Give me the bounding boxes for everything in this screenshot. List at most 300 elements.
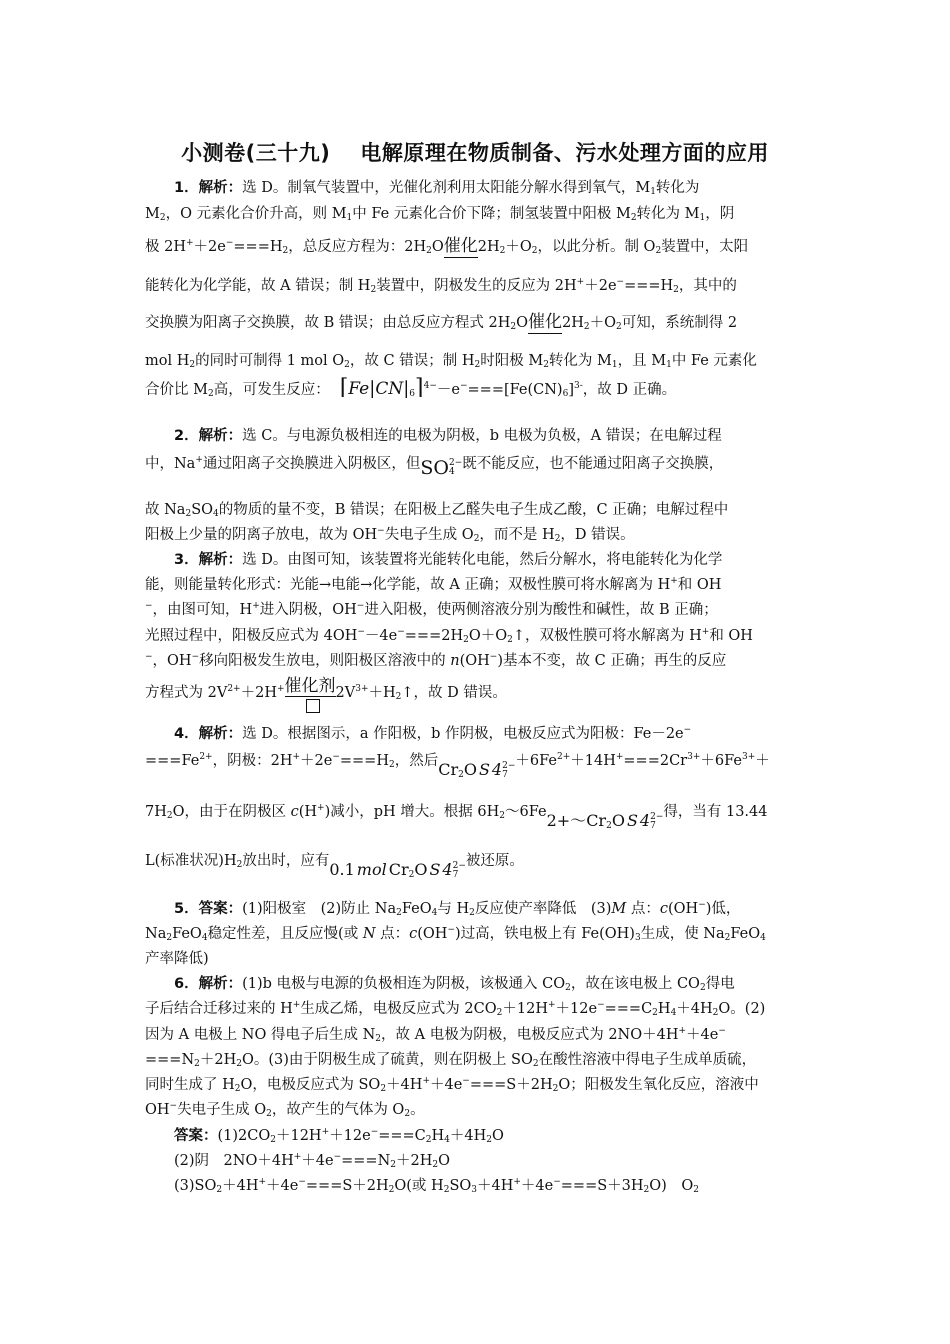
sup: + [185, 238, 194, 248]
sub: 2 [408, 870, 415, 880]
q6-line-4 [145, 1050, 809, 1070]
sub: 2 [388, 1185, 395, 1195]
sub: 2 [425, 1135, 432, 1145]
sub: 4 [431, 908, 438, 918]
text: 生成，使 Na [640, 926, 725, 942]
sub: 2 [486, 1135, 493, 1145]
text: ，总反应方程为：2H [288, 239, 427, 255]
text: 中，Na [145, 456, 196, 472]
text: 7H [145, 804, 167, 820]
text: 时阳极 M [480, 353, 544, 369]
sub: 2 [469, 908, 475, 918]
text: ＋12e [329, 1128, 371, 1144]
sub: 2 [463, 635, 469, 645]
sup: + [321, 1127, 330, 1137]
sub: 2 [712, 1008, 719, 1018]
sub: 4 [670, 1008, 677, 1018]
sub: 2 [395, 692, 402, 702]
sub: 2 [554, 534, 561, 544]
text: (2)阴 2NO＋4H [174, 1153, 294, 1169]
text: 2V [335, 685, 356, 701]
text: ＋2H [199, 1052, 237, 1068]
sub: 2 [630, 213, 637, 223]
text: 选 D。根据图示，a 作阳极，b 作阴极，电极反应式为阳极：Fe－2e [242, 726, 684, 742]
text: ＋ [755, 753, 770, 769]
text: 能转化为化学能，故 A 错误；制 H [145, 278, 371, 294]
q4-line-1 [145, 724, 809, 744]
text: 4 [491, 760, 503, 779]
text: ，O 元素化合价升高，则 M [165, 206, 347, 222]
sub: 2 [496, 1008, 503, 1018]
sub: 2 [652, 1008, 658, 1018]
text: 选 C。与电源负极相连的电极为阴极，b 电极为负极，A 错误；在电解过程 [242, 428, 722, 444]
text: c [409, 926, 418, 942]
sub: 2 [615, 322, 622, 332]
text: ===2H [404, 628, 464, 644]
text: ＋2H [240, 685, 277, 701]
text: 产率降低) [145, 951, 209, 967]
sup: − [377, 526, 385, 536]
title-part-b: 电解原理在物质制备、污水处理方面的应用 [360, 141, 769, 165]
formula-amount [329, 860, 466, 879]
text: (OH [417, 926, 448, 942]
catalyst-label: 催化 [527, 312, 562, 332]
sub: 2 [583, 322, 590, 332]
text: ，阴极：2H [212, 753, 293, 769]
sub: 2 [266, 1109, 272, 1119]
text: 反应使产率降低 (3) [474, 901, 612, 917]
q2-line-2 [145, 452, 809, 479]
text: SO [449, 1178, 472, 1194]
text: H [657, 1001, 671, 1017]
page-title [0, 137, 950, 167]
text: ，而不是 H [479, 527, 555, 543]
text: ＋2e [193, 239, 226, 255]
text: 因为 A 电极上 NO 得电子后生成 N [145, 1027, 376, 1043]
sub: 2 [236, 1059, 242, 1069]
sub: 2 [655, 246, 662, 256]
text: 装置中，阴极发生的反应为 2H [376, 278, 577, 294]
text: ，OH [152, 653, 192, 669]
text: ＋O [589, 315, 616, 331]
text: 故 Na [145, 502, 186, 518]
sub: 2 [344, 360, 350, 370]
sub: 3 [471, 1185, 477, 1195]
sup: + [670, 576, 678, 586]
q1-line-6 [145, 351, 809, 371]
text: O [438, 1153, 450, 1169]
sub: 2 [699, 983, 706, 993]
sup: + [317, 803, 325, 813]
ion-charge [449, 459, 462, 477]
text: O。(3)由于阴极生成了硫黄，则在阴极上 SO [241, 1052, 533, 1068]
sup: − [357, 627, 365, 637]
sup: + [292, 752, 301, 762]
sup: − [489, 652, 498, 662]
text: 中 Fe 元素化合价下降；制氢装置中阳极 M [352, 206, 631, 222]
q1-line-4 [145, 276, 809, 296]
q3-line-6 [145, 676, 809, 703]
sup: 2− [452, 860, 466, 871]
sup: + [547, 1000, 556, 1010]
text: S [478, 760, 490, 779]
text: ＋H [368, 685, 396, 701]
sub: 2 [282, 246, 289, 256]
sup: − [356, 601, 365, 611]
text: O，由于在阴极区 [172, 804, 291, 820]
placeholder-box-icon [306, 699, 320, 713]
sub: 7 [650, 820, 656, 831]
text: O [414, 860, 428, 879]
q1-line-3 [145, 236, 809, 257]
sub: 2 [543, 360, 549, 370]
text: ===Fe [145, 753, 200, 769]
text: ，故 C 错误；制 H [349, 353, 475, 369]
text: O [463, 760, 477, 779]
q4-line-2 [145, 750, 809, 780]
sup: − [333, 1152, 342, 1162]
sup: + [701, 627, 710, 637]
sub: 4 [213, 509, 219, 519]
text: 光照过程中，阳极反应式为 4OH [145, 628, 358, 644]
text: ＋4e [686, 1027, 719, 1043]
text: (1)2CO [217, 1128, 271, 1144]
text: H [431, 1128, 445, 1144]
text: ，其中的 [678, 278, 737, 294]
text: ＋4e [520, 1178, 554, 1194]
text: ===S＋2H [469, 1077, 553, 1093]
text: c [659, 901, 668, 917]
sub: 4 [760, 933, 766, 943]
text: O [516, 315, 528, 331]
sub: 2 [426, 246, 432, 256]
text: 2H [477, 239, 500, 255]
q5-label: 5．答案： [174, 901, 243, 917]
sub: 2 [166, 811, 173, 821]
text: ＋4e [266, 1178, 299, 1194]
sub: 2 [606, 821, 612, 831]
q1-line-2 [145, 204, 809, 224]
text: ＋4H [222, 1178, 259, 1194]
text: 和 OH [677, 577, 722, 593]
q6-answer-label: 答案： [174, 1128, 218, 1144]
text: O＋O [468, 628, 508, 644]
text: ～ [570, 811, 587, 830]
text: ～6Fe [505, 804, 547, 820]
q6-label: 6．解析： [174, 976, 243, 992]
sup: − [462, 1076, 470, 1086]
text: O) O [649, 1178, 694, 1194]
text: 失电子生成 O [177, 1102, 267, 1118]
sup: − [616, 277, 625, 287]
text: )过高，铁电极上有 Fe(OH) [455, 926, 635, 942]
q3-line-4 [145, 626, 809, 646]
catalyst-arrow [528, 312, 562, 332]
text: ＋4e [301, 1153, 334, 1169]
q6-line-1 [145, 974, 809, 994]
text: ，故 D 正确。 [582, 382, 677, 398]
text: 进入阴极，OH [259, 602, 357, 618]
text: 被还原。 [465, 853, 524, 869]
text: O(或 H [394, 1178, 444, 1194]
text: mol H [145, 353, 190, 369]
sup: − [698, 900, 706, 910]
sub: 1 [346, 213, 353, 223]
text: O [611, 811, 625, 830]
text: 能，则能量转化形式：光能→电能→化学能，故 A 正确；双极性膜可将水解离为 H [145, 577, 671, 593]
sup: − [298, 1177, 306, 1187]
text: ＋4H [477, 1178, 514, 1194]
text: (OH [459, 653, 490, 669]
formula-fe: Fe [348, 379, 370, 399]
text: 可知，系统制得 2 [621, 315, 738, 331]
catalyst-arrow [444, 236, 478, 256]
text: －e [436, 382, 460, 398]
text: (H [298, 804, 318, 820]
sub: 4 [201, 933, 208, 943]
catalyst-label: 催化 [443, 236, 478, 256]
sup: 2− [448, 458, 463, 468]
text: ＋4H [449, 1128, 487, 1144]
q1-line-7 [145, 375, 809, 400]
text: 4 [442, 860, 453, 879]
text: ，故产生的气体为 O [271, 1102, 405, 1118]
sub: 2 [565, 983, 571, 993]
sup: − [397, 627, 405, 637]
sup: − [553, 1177, 561, 1187]
sup: − [145, 652, 153, 662]
sub: 2 [375, 1034, 382, 1044]
sub: 2 [185, 509, 192, 519]
text: 中 Fe 元素化 [671, 353, 757, 369]
text: ，以此分析。制 O [537, 239, 656, 255]
text: ＋O [505, 239, 532, 255]
text: 交换膜为阳离子交换膜，故 B 错误；由总反应方程式 2H [145, 315, 511, 331]
text: 与 H [437, 901, 470, 917]
text: ===C [604, 1001, 653, 1017]
text: FeO [172, 926, 202, 942]
text: ＋2H [396, 1153, 433, 1169]
sub: 6 [562, 389, 569, 399]
text: 点： [626, 901, 660, 917]
sup: − [718, 1026, 726, 1036]
sub: 2 [234, 1084, 241, 1094]
text: ===S＋2H [305, 1178, 389, 1194]
text: 稳定性差，且反应慢(或 [207, 926, 363, 942]
q3-line-1 [145, 550, 809, 570]
text: OH [145, 1102, 170, 1118]
sub: 2 [507, 635, 513, 645]
sup: − [169, 1101, 178, 1111]
bracket: ⌈ [339, 375, 349, 400]
sub: 2 [159, 213, 166, 223]
text: Cr [438, 760, 459, 779]
q6-answer-line-1 [145, 1126, 809, 1146]
sup: + [276, 684, 285, 694]
q5-line-2 [145, 924, 809, 944]
text: )减小，pH 增大。根据 6H [324, 804, 500, 820]
text: S [626, 811, 638, 830]
text: ，然后 [394, 753, 439, 769]
text: 阳极上少量的阴离子放电，故为 OH [145, 527, 378, 543]
text: ＋6Fe [515, 753, 557, 769]
text: ===C [378, 1128, 426, 1144]
text: 得电 [705, 976, 735, 992]
sup: 2− [502, 760, 516, 771]
text: ＋12H [502, 1001, 548, 1017]
text: 转化为 M [548, 353, 612, 369]
sup: − [447, 925, 455, 935]
text: ] [568, 382, 574, 398]
sub: 2 [396, 908, 402, 918]
q4-line-3 [145, 801, 809, 831]
q5-line-3 [145, 949, 809, 969]
bracket: ⌉ [415, 375, 424, 400]
sup: + [258, 1177, 267, 1187]
bracket: | [403, 378, 410, 399]
text: ＋12e [555, 1001, 598, 1017]
sup: 2+ [556, 752, 571, 762]
text: ===S＋3H [560, 1178, 644, 1194]
text: ＋4H [386, 1077, 423, 1093]
text: (3)SO [174, 1178, 217, 1194]
sub: 2 [532, 1059, 539, 1069]
text: 4 [639, 811, 651, 830]
text: Cr [388, 860, 409, 879]
text: FeO [401, 901, 432, 917]
q3-line-2 [145, 575, 809, 595]
sub: 2 [531, 246, 538, 256]
text: ↑，故 D 错误。 [401, 685, 507, 701]
sup: − [459, 381, 468, 391]
formula-so4: SO [420, 457, 449, 479]
sub: 2 [270, 1135, 276, 1145]
sub: 2 [552, 1084, 559, 1094]
sub: 2 [693, 1185, 699, 1195]
text: 子后结合迁移过来的 H [145, 1001, 293, 1017]
q4-label: 4．解析： [174, 726, 243, 742]
text: 同时生成了 H [145, 1077, 235, 1093]
text: 2H [561, 315, 584, 331]
sub: 2 [189, 360, 196, 370]
sup: + [195, 455, 203, 465]
text: 在酸性溶液中得电子生成单质硫， [538, 1052, 757, 1068]
text: 既不能反应，也不能通过阳离子交换膜， [462, 456, 724, 472]
sub: 2 [432, 1160, 439, 1170]
sub: 2 [390, 1160, 396, 1170]
text: Na [145, 926, 167, 942]
text: ===2Cr [623, 753, 688, 769]
text: 通过阳离子交换膜进入阴极区，但 [202, 456, 421, 472]
sup: 3+ [687, 752, 701, 762]
sub: 7 [452, 869, 459, 880]
text: (1)阳极室 (2)防止 Na [242, 901, 397, 917]
sup: + [513, 1177, 521, 1187]
text: 合价比 M [145, 382, 208, 398]
sub: 2 [443, 1185, 450, 1195]
text: 进入阳极，使两侧溶液分别为酸性和碱性，故 B 正确； [364, 602, 718, 618]
bracket: | [369, 378, 376, 399]
q2-label: 2．解析： [174, 428, 243, 444]
text: 转化为 [655, 180, 700, 196]
text: ，由图可知，H [152, 602, 253, 618]
q4-line-4 [145, 850, 809, 880]
text: 方程式为 2V [145, 685, 228, 701]
text: N [362, 926, 376, 942]
q6-line-2 [145, 999, 809, 1019]
sub: 2 [380, 1084, 387, 1094]
sub: 2 [473, 534, 480, 544]
title-part-a: 小测卷(三十九) [181, 141, 331, 165]
formula-cr2o7 [438, 760, 515, 779]
formula-cn: CN [375, 379, 404, 399]
text: 的物质的量不变，B 错误；在阳极上乙醛失电子生成乙酸，C 正确；电解过程中 [218, 502, 729, 518]
catalyst-arrow [285, 676, 336, 696]
sup: − [332, 752, 340, 762]
sub: 1 [650, 187, 656, 197]
sub: 2 [388, 760, 395, 770]
sub: 1 [666, 360, 672, 370]
text: M [611, 901, 627, 917]
text: c [290, 804, 299, 820]
text: O。(2) [718, 1001, 766, 1017]
text: ，故 A 电极为阴极，电极反应式为 2NO＋4H [381, 1027, 679, 1043]
text: ＋6Fe [700, 753, 742, 769]
text: 得，当有 13.44 [663, 804, 768, 820]
sup: − [145, 601, 153, 611]
sub: 2 [510, 322, 517, 332]
text: 失电子生成 O [384, 527, 474, 543]
q5-line-1 [145, 899, 809, 919]
sub: 2 [370, 285, 377, 295]
sup: + [292, 1000, 301, 1010]
formula-cr2o7 [547, 811, 664, 830]
sup: 2− [650, 811, 664, 822]
sub: 2 [207, 389, 214, 399]
sup: − [597, 1000, 605, 1010]
text: O，电极反应式为 SO [240, 1077, 381, 1093]
text: 0.1 [329, 860, 355, 879]
sub: 3 [634, 933, 641, 943]
sub: 4 [444, 1135, 450, 1145]
q2-line-4 [145, 525, 809, 545]
text: ===H [624, 278, 674, 294]
sup: + [293, 1152, 302, 1162]
sub: 1 [699, 213, 706, 223]
q1-line-5 [145, 312, 809, 333]
text: 放出时，应有 [242, 853, 330, 869]
sup: 3+ [741, 752, 756, 762]
text: 装置中，太阳 [661, 239, 749, 255]
q1-label: 1．解析： [174, 180, 243, 196]
text: L(标准状况)H [145, 853, 237, 869]
sub: 2 [216, 1185, 223, 1195]
sup: 2+ [199, 752, 213, 762]
sup: − [683, 725, 692, 735]
q3-line-5 [145, 651, 809, 671]
sub: 2 [673, 285, 679, 295]
sub: 7 [502, 769, 508, 780]
text: ＋14H [570, 753, 616, 769]
text: 移向阳极发生放电，则阳极区溶液中的 [199, 653, 451, 669]
text: 转化为 M [636, 206, 700, 222]
text: )低， [705, 901, 741, 917]
text: ，且 M [617, 353, 667, 369]
text: )基本不变，故 C 正确；再生的反应 [497, 653, 727, 669]
text: Cr [586, 811, 607, 830]
q6-answer-line-2 [145, 1151, 809, 1171]
sub: 1 [611, 360, 618, 370]
